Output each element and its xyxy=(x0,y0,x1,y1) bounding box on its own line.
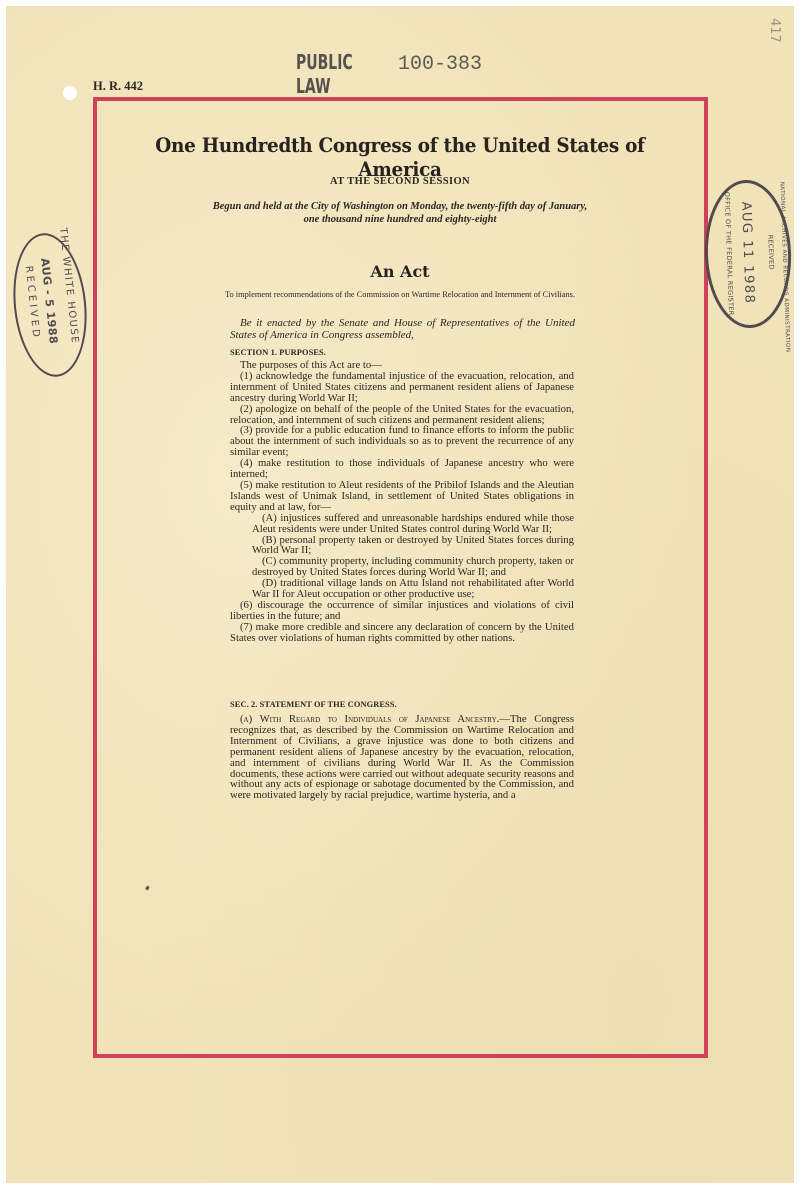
stamp-federal-register-label: OFFICE OF THE FEDERAL REGISTER xyxy=(722,191,736,316)
section-2-heading: SEC. 2. STATEMENT OF THE CONGRESS. xyxy=(230,700,397,709)
bill-number: H. R. 442 xyxy=(93,79,143,93)
section-2-subsection-a xyxy=(230,714,574,801)
purpose-subitem-b: (B) personal property taken or destroyed by United States forces during World War II; xyxy=(252,533,574,557)
begun-line-2: one thousand nine hundred and eighty-eight xyxy=(303,214,497,225)
session-line: AT THE SECOND SESSION xyxy=(330,176,470,187)
public-law-label: PUBLIC LAW xyxy=(296,50,353,98)
purpose-item-1: (1) acknowledge the fundamental injustice of the evacuation, relocation, and internment of United States citizens and permanent resident aliens of Japanese ancestry during World War II; xyxy=(230,369,574,404)
purpose-subitem-a: (A) injustices suffered and unreasonable hardships endured while those Aleut residents were under United States control during World War II; xyxy=(252,511,574,535)
document-title: One Hundredth Congress of the United States of America xyxy=(155,133,645,181)
purpose-item-7: (7) make more credible and sincere any declaration of concern by the United States over violations of human rights committed by other nations. xyxy=(230,620,574,644)
section-1-lead: The purposes of this Act are to— xyxy=(240,359,382,371)
purpose-item-2: (2) apologize on behalf of the people of the United States for the evacuation, relocation, and internment of such citizens and permanent resident aliens; xyxy=(230,402,574,426)
public-law-stamp xyxy=(296,50,483,98)
section-1-heading: SECTION 1. PURPOSES. xyxy=(230,348,327,357)
act-heading: An Act xyxy=(370,262,430,281)
begun-line-1: Begun and held at the City of Washington on Monday, the twenty-fifth day of January, xyxy=(212,201,588,212)
pencil-note: 417 xyxy=(767,18,782,43)
stamp-federal-register-received: RECEIVED xyxy=(766,234,776,270)
begun-held-line xyxy=(94,200,706,226)
section-1-body xyxy=(230,360,574,644)
public-law-number: 100-383 xyxy=(398,53,483,76)
stamp-white-house-date: AUG - 5 1988 xyxy=(38,257,61,345)
stamp-federal-register-date: AUG 11 1988 xyxy=(738,201,757,305)
stamp-national-archives-label: NATIONAL ARCHIVES AND RECORDS ADMINISTRATION xyxy=(778,181,791,353)
stamp-white-house-received: RECEIVED xyxy=(22,265,42,341)
enacting-clause: Be it enacted by the Senate and House of Representatives of the United States of America in Congress assembled, xyxy=(230,317,575,341)
subsection-a-text: —The Congress recognizes that, as described by the Commission on Wartime Relocation and Internment of Civilians, a grave injustice was done to both citizens and permanent resident aliens of Japanese ancestry by the evacuation, relocation, and internment of civilians during World War II. As the Commission documents, these actions were carried out without adequate security reasons and without any acts of espionage or sabotage documented by the Commission, and were motivated largely by racial prejudice, wartime hysteria, and a xyxy=(230,713,574,802)
purpose-subitem-d: (D) traditional village lands on Attu Island not rehabilitated after World War II for Aleut occupation or other productive use; xyxy=(252,577,574,601)
purpose-item-6: (6) discourage the occurrence of similar injustices and violations of civil liberties in the future; and xyxy=(230,598,574,622)
punch-hole xyxy=(63,86,77,100)
purpose-item-4: (4) make restitution to those individuals of Japanese ancestry who were interned; xyxy=(230,457,574,481)
purpose-item-3: (3) provide for a public education fund to finance efforts to inform the public about the internment of such individuals so as to prevent the recurrence of any similar event; xyxy=(230,424,574,459)
subsection-a-label: (a) With Regard to Individuals of Japanese Ancestry. xyxy=(240,713,500,725)
purpose-item-5: (5) make restitution to Aleut residents of the Pribilof Islands and the Aleutian Islands west of Unimak Island, in settlement of United States obligations in equity and at law, for— xyxy=(230,478,574,513)
section-2-body xyxy=(230,714,574,801)
purpose-subitem-c: (C) community property, including community church property, taken or destroyed by United States forces during World War II; and xyxy=(252,555,574,579)
act-purpose: To implement recommendations of the Commission on Wartime Relocation and Internment of Civilians. xyxy=(224,290,576,299)
stamp-white-house-label: THE WHITE HOUSE xyxy=(57,227,81,345)
